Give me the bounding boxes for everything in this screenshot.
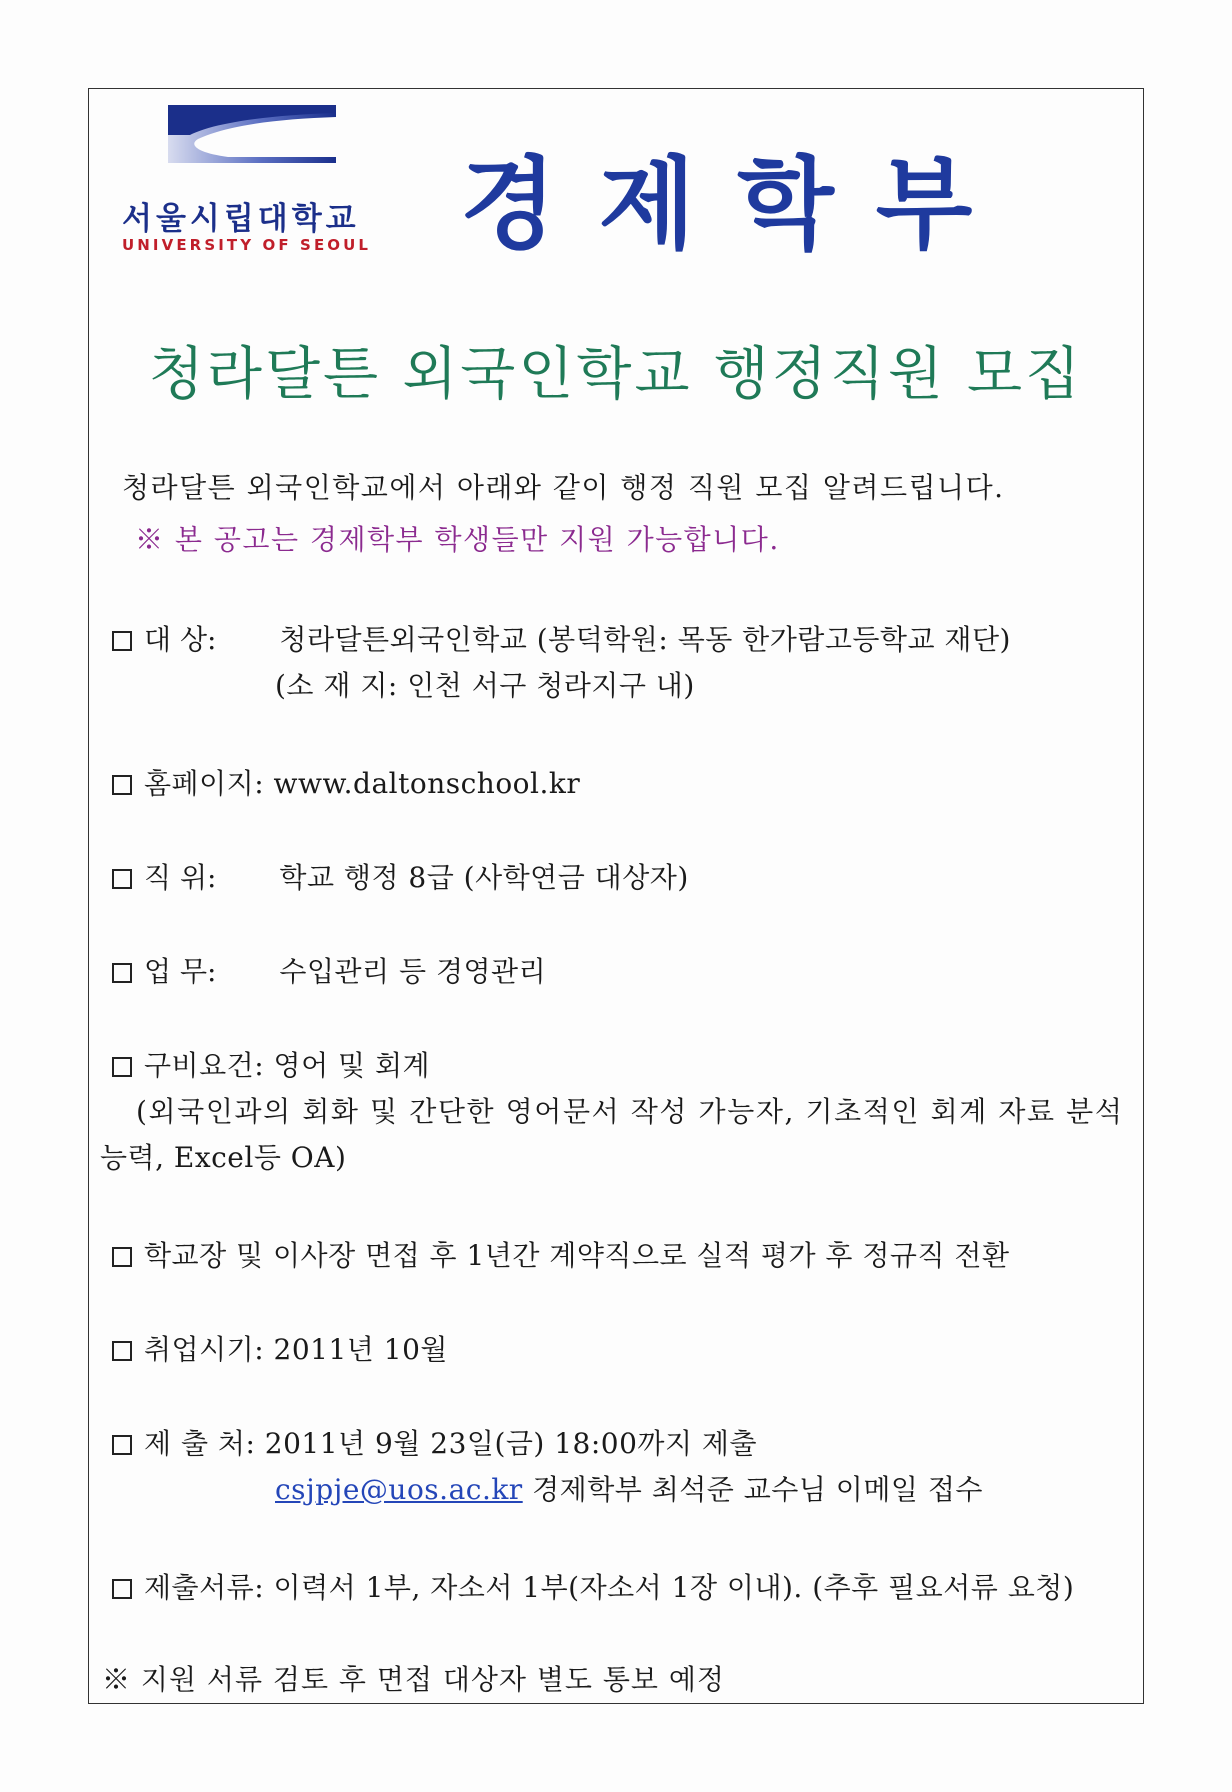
item-duties: [112, 950, 546, 990]
requirements-detail: (외국인과의 회화 및 간단한 영어문서 작성 가능자, 기초적인 회계 자료 분석: [136, 1095, 1124, 1128]
item-submission: [112, 1422, 757, 1462]
submission-email-line: [275, 1468, 983, 1508]
item-value: 청라달튼외국인학교 (봉덕학원: 목동 한가람고등학교 재단): [279, 623, 1011, 656]
checkbox-icon: [112, 775, 132, 795]
item-target-location: (소 재 지: 인천 서구 청라지구 내): [275, 669, 695, 702]
university-name-english: UNIVERSITY OF SEOUL: [122, 236, 372, 254]
intro-text: 청라달튼 외국인학교에서 아래와 같이 행정 직원 모집 알려드립니다.: [122, 471, 1005, 504]
checkbox-icon: [112, 1057, 132, 1077]
item-label: 제출서류:: [144, 1571, 265, 1604]
item-contract: [112, 1234, 1010, 1274]
item-start-date: [112, 1328, 448, 1368]
checkbox-icon: [112, 1435, 132, 1455]
checkbox-icon: [112, 1341, 132, 1361]
item-position: [112, 856, 689, 896]
item-label: 직 위:: [144, 861, 217, 894]
checkbox-icon: [112, 1247, 132, 1267]
eligibility-notice: ※ 본 공고는 경제학부 학생들만 지원 가능합니다.: [135, 523, 780, 556]
item-label: 업 무:: [144, 955, 217, 988]
checkbox-icon: [112, 1579, 132, 1599]
item-value: 영어 및 회계: [273, 1049, 431, 1082]
requirements-detail-cont: 능력, Excel등 OA): [100, 1141, 347, 1174]
university-name-korean: 서울시립대학교: [122, 201, 360, 237]
item-target: [112, 618, 1011, 658]
email-link[interactable]: csjpje@uos.ac.kr: [275, 1473, 523, 1506]
item-value: 학교 행정 8급 (사학연금 대상자): [279, 861, 689, 894]
item-label: 구비요건:: [144, 1049, 265, 1082]
item-value: 2011년 10월: [273, 1333, 448, 1366]
email-note: 경제학부 최석준 교수님 이메일 접수: [532, 1473, 983, 1506]
checkbox-icon: [112, 963, 132, 983]
item-documents: [112, 1566, 1074, 1606]
checkbox-icon: [112, 869, 132, 889]
item-label: 취업시기:: [144, 1333, 265, 1366]
item-label: 홈페이지:: [144, 767, 265, 800]
university-logo-icon: [168, 105, 336, 163]
item-value: 학교장 및 이사장 면접 후 1년간 계약직으로 실적 평가 후 정규직 전환: [144, 1239, 1010, 1272]
item-value: 2011년 9월 23일(금) 18:00까지 제출: [264, 1427, 758, 1460]
department-title: 경제학부: [460, 146, 1015, 263]
checkbox-icon: [112, 631, 132, 651]
item-label: 제 출 처:: [144, 1427, 256, 1460]
item-value: 이력서 1부, 자소서 1부(자소서 1장 이내). (추후 필요서류 요청): [273, 1571, 1075, 1604]
item-requirements: [112, 1044, 430, 1084]
item-homepage: [112, 762, 580, 802]
footer-note: ※ 지원 서류 검토 후 면접 대상자 별도 통보 예정: [102, 1663, 725, 1696]
item-label: 대 상:: [144, 623, 217, 656]
homepage-url: www.daltonschool.kr: [273, 767, 581, 800]
page-title: 청라달튼 외국인학교 행정직원 모집: [148, 341, 1084, 407]
item-value: 수입관리 등 경영관리: [279, 955, 547, 988]
